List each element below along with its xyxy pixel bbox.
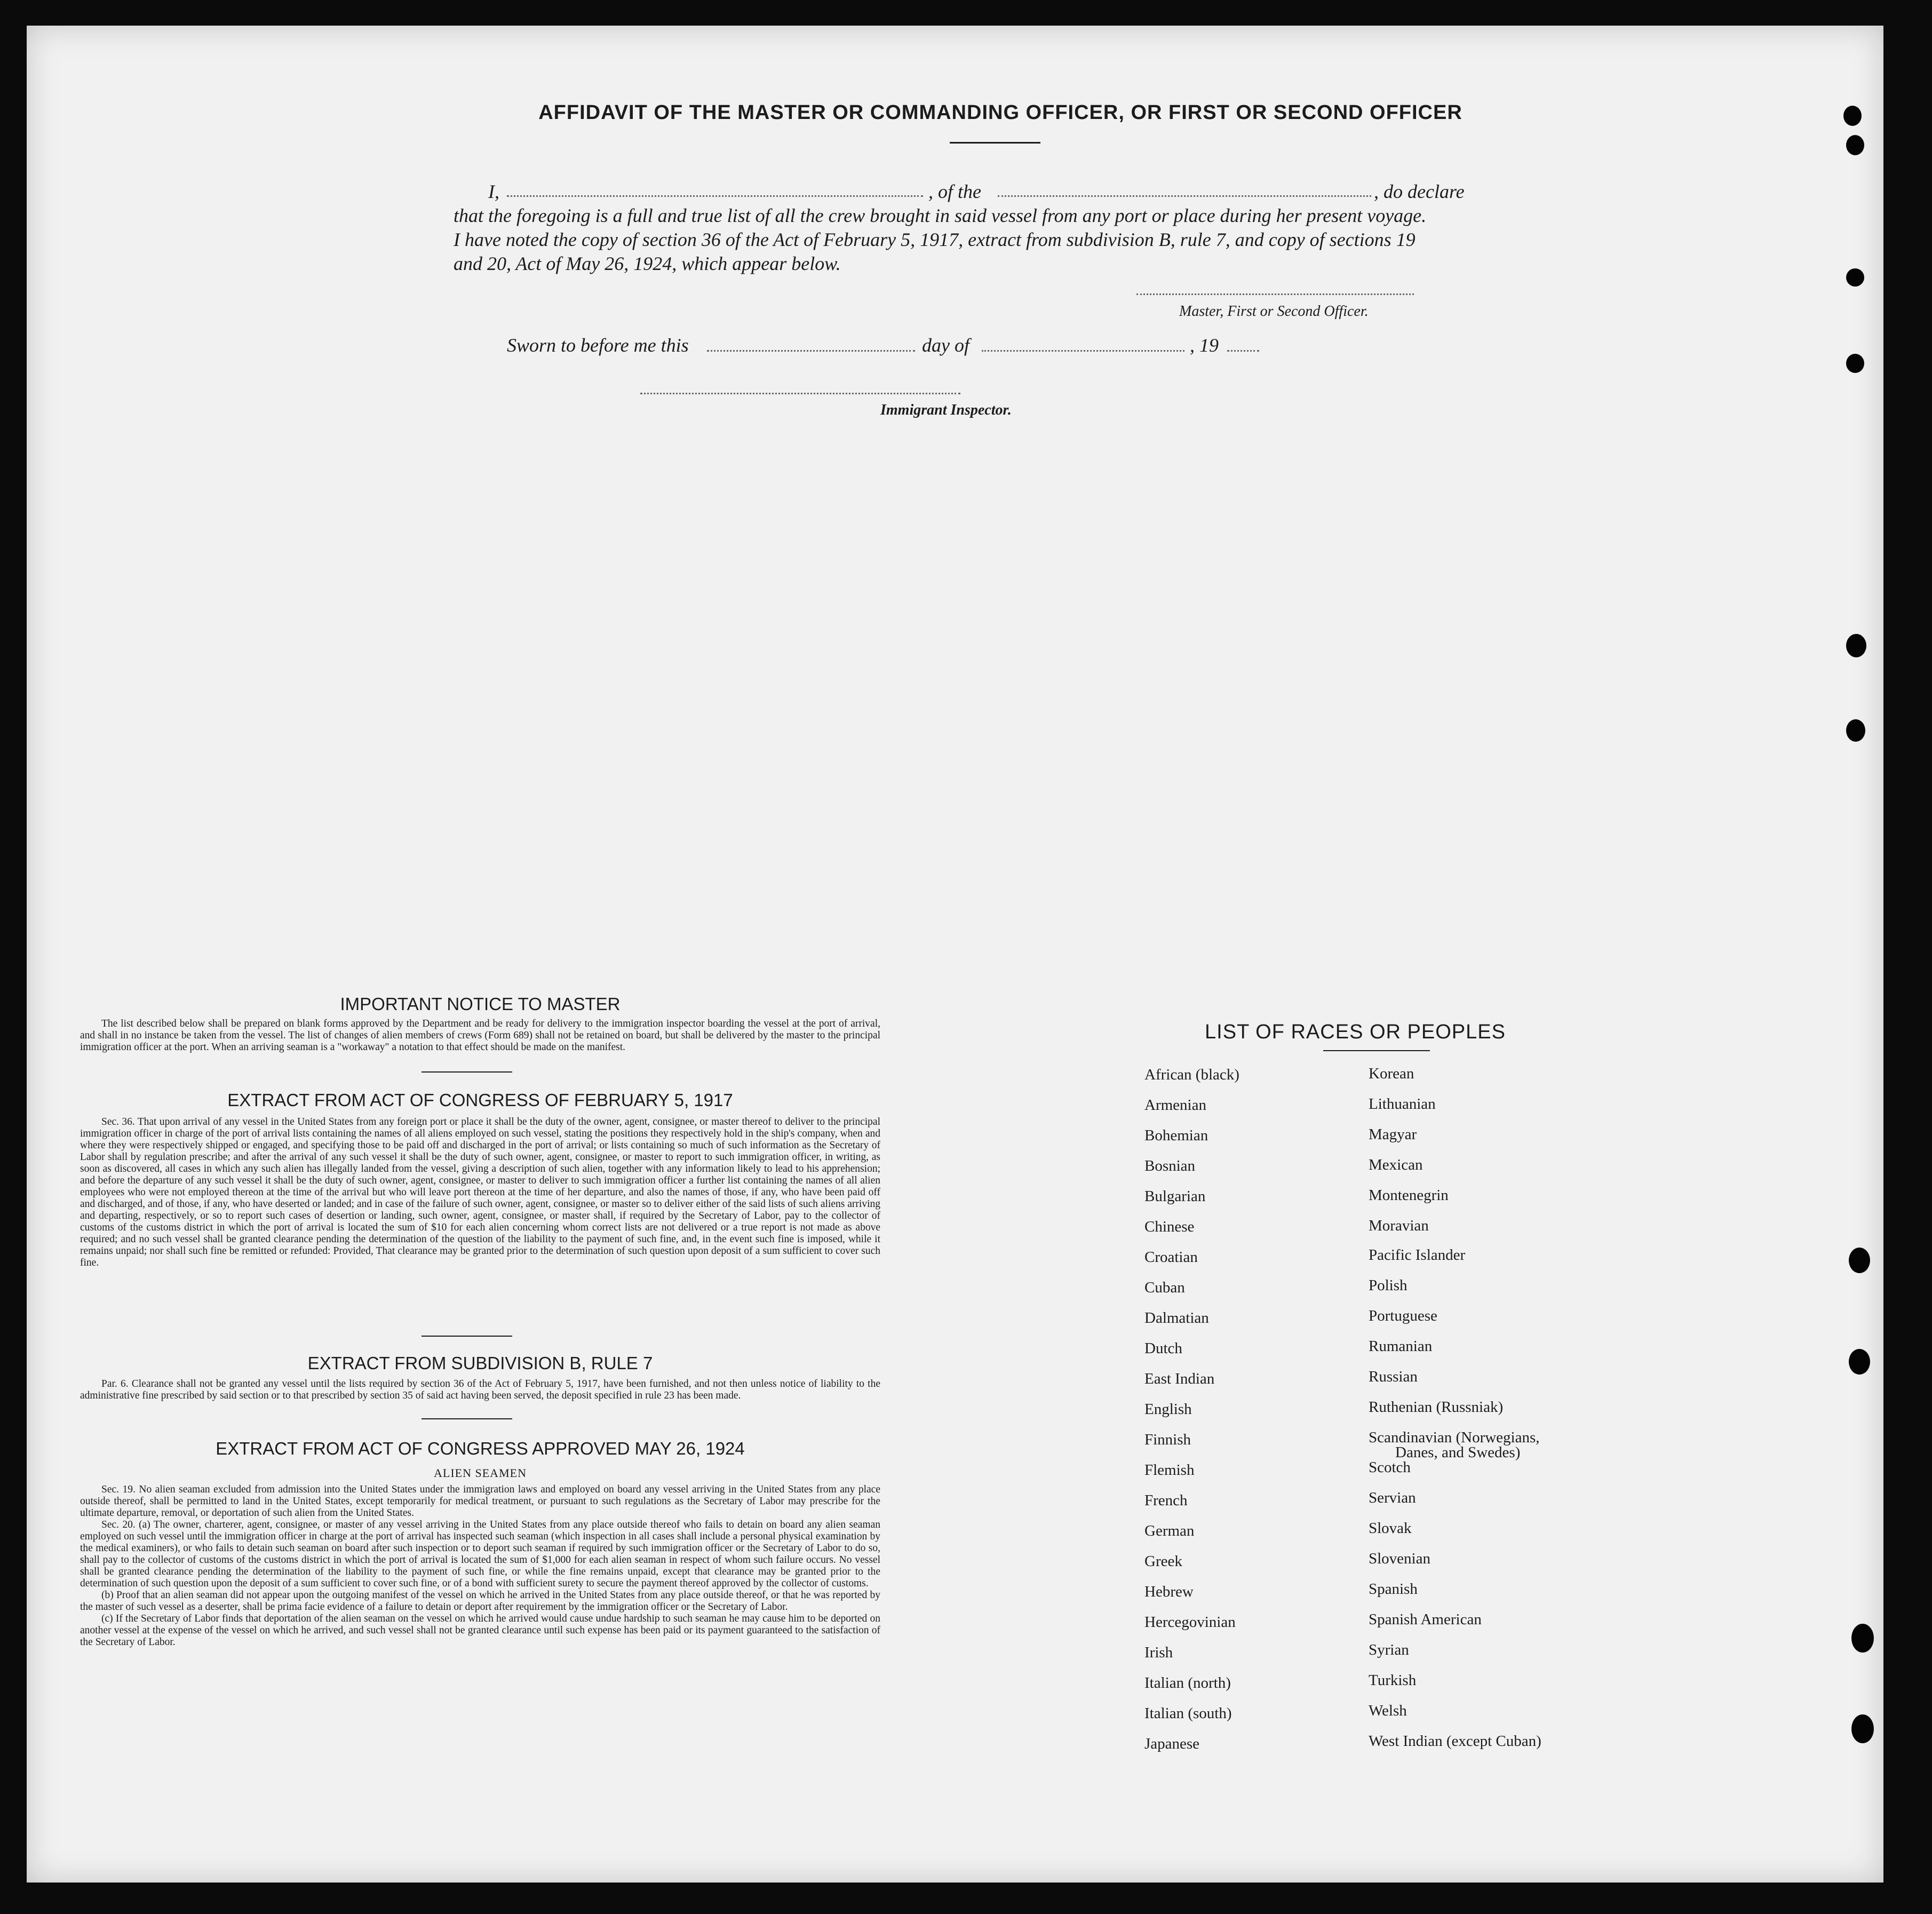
extract-rule7-title: EXTRACT FROM SUBDIVISION B, RULE 7 xyxy=(307,1353,653,1373)
race-item: Hebrew xyxy=(1144,1583,1194,1600)
race-item: Polish xyxy=(1369,1277,1408,1294)
notice-title: IMPORTANT NOTICE TO MASTER xyxy=(340,994,621,1014)
race-item: Japanese xyxy=(1144,1735,1200,1752)
race-item: Rumanian xyxy=(1369,1338,1433,1355)
race-item: Croatian xyxy=(1144,1249,1198,1266)
race-item: Lithuanian xyxy=(1369,1095,1436,1113)
affidavit-declare-label: , do declare xyxy=(1374,181,1465,202)
race-item: Chinese xyxy=(1144,1218,1195,1235)
notice-rule xyxy=(422,1071,512,1073)
races-title: LIST OF RACES OR PEOPLES xyxy=(1205,1021,1506,1043)
sec-20c-text: (c) If the Secretary of Labor finds that deportation of the alien seaman on the vessel on which he arrived would cause undue hardship to such seaman he may cause him to be deported on another vessel at the expense of the vessel on which he arrived, and such vessel shall not be granted clearance until such expense has been paid or its payment guaranteed to the satisfaction of the Secretary of Labor. xyxy=(80,1613,880,1648)
extract-1917-rule xyxy=(422,1336,512,1337)
race-item: Servian xyxy=(1369,1489,1416,1506)
punch-hole xyxy=(1851,1624,1874,1653)
affidavit-line-4: and 20, Act of May 26, 1924, which appear below. xyxy=(454,253,841,274)
extract-1924-body xyxy=(80,1484,880,1648)
extract-1917-text: Sec. 36. That upon arrival of any vessel in the United States from any foreign port or place it shall be the duty of the owner, agent, consignee, or master thereof to deliver to the principal immigration officer in charge of the port of arrival lists containing the names of all aliens employed on such vessel, stating the positions they respectively hold in the ship's company, when and where they were respectively shipped or engaged, and specifying those to be paid off and discharged in the port of arrival; or lists containing so much of such information as the Secretary of Labor shall by regulation prescribe; and after the arrival of any such vessel it shall be the duty of such owner, agent, consignee, or master to report to such immigration officer, in writing, as soon as discovered, all cases in which any such alien has illegally landed from the vessel, giving a description of such alien, together with any information likely to lead to his apprehension; and before the departure of any such vessel it shall be the duty of such owner, agent, consignee, or master to deliver to such immigration officer a further list containing the names of all alien employees who were not employed thereon at the time of the arrival but who will leave port thereon at the time of her departure, and also the names of those, if any, who have been paid off and discharged, and of those, if any, who have deserted or landed; and in case of the failure of such owner, agent, consignee, or master so to deliver either of the said lists of such aliens arriving and departing, respectively, or so to report such cases of desertion or landing, such owner, agent, consignee, or master shall, if required by the Secretary of Labor, pay to the collector of customs of the customs district in which the port of arrival is located the sum of $10 for each alien concerning whom correct lists are not delivered or a true report is not made as above required; and no such vessel shall be granted clearance pending the determination of the question of the liability to the payment of such fine, and, in the event such fine is imposed, while it remains unpaid; nor shall such fine be remitted or refunded: Provided, That clearance may be granted prior to the determination of such question upon deposit of a sum sufficient to cover such fine. xyxy=(80,1116,880,1268)
race-item: Italian (north) xyxy=(1144,1674,1231,1691)
extract-rule7-rule xyxy=(422,1418,512,1419)
affidavit-line-3: I have noted the copy of section 36 of the Act of February 5, 1917, extract from subdivision B, rule 7, and copy of sections 19 xyxy=(454,229,1416,250)
race-item: Syrian xyxy=(1369,1641,1409,1658)
race-item: Spanish American xyxy=(1369,1611,1482,1628)
punch-hole xyxy=(1846,719,1865,742)
race-item: Moravian xyxy=(1369,1217,1429,1234)
name-field[interactable] xyxy=(507,195,923,197)
race-item: Welsh xyxy=(1369,1702,1407,1719)
race-item: Scotch xyxy=(1369,1459,1411,1476)
punch-hole xyxy=(1846,354,1864,373)
punch-hole xyxy=(1849,1349,1870,1375)
race-item: French xyxy=(1144,1492,1188,1509)
race-item: Bohemian xyxy=(1144,1127,1209,1144)
race-item: Mexican xyxy=(1369,1156,1423,1173)
race-item: Spanish xyxy=(1369,1581,1418,1598)
sworn-month-field[interactable] xyxy=(982,350,1184,352)
race-item: Greek xyxy=(1144,1553,1182,1570)
race-item: Korean xyxy=(1369,1065,1414,1082)
sworn-day-field[interactable] xyxy=(707,350,915,352)
race-item: Dalmatian xyxy=(1144,1309,1209,1327)
race-item: Bosnian xyxy=(1144,1157,1196,1174)
inspector-signature-line[interactable] xyxy=(640,393,960,394)
punch-hole xyxy=(1846,634,1866,657)
punch-hole xyxy=(1846,135,1864,155)
race-item: English xyxy=(1144,1401,1192,1418)
race-item: Turkish xyxy=(1369,1672,1417,1689)
year-label: , 19 xyxy=(1190,335,1219,356)
race-item: Dutch xyxy=(1144,1340,1182,1357)
extract-rule7-text: Par. 6. Clearance shall not be granted any vessel until the lists required by section 36 of the Act of February 5, 1917, have been furnished, and not then unless notice of liability to the administrative fine prescribed by said section or to that prescribed by section 35 of said act having been served, the deposit specified in rule 23 has been made. xyxy=(80,1378,880,1401)
race-item: Ruthenian (Russniak) xyxy=(1369,1399,1504,1416)
inspector-caption: Immigrant Inspector. xyxy=(880,402,1012,418)
notice-text: The list described below shall be prepared on blank forms approved by the Department and be ready for delivery to the immigration inspector boarding the vessel at the port of arrival, and shall in no instance be taken from the vessel. The list of changes of alien members of crews (Form 689) shall not be retained on board, but shall be delivered by the master to the principal immigration officer at the port. When an arriving seaman is a "workaway" a notation to that effect should be made on the manifest. xyxy=(80,1018,880,1053)
race-item: African (black) xyxy=(1144,1066,1239,1083)
race-item: German xyxy=(1144,1522,1195,1539)
sworn-year-field[interactable] xyxy=(1227,350,1259,352)
punch-hole xyxy=(1846,268,1864,287)
race-item: Hercegovinian xyxy=(1144,1614,1236,1631)
race-item: Magyar xyxy=(1369,1126,1417,1143)
affidavit-line-2: that the foregoing is a full and true list of all the crew brought in said vessel from any port or place during her present voyage. xyxy=(454,205,1427,226)
race-item: West Indian (except Cuban) xyxy=(1369,1733,1541,1750)
race-item: Montenegrin xyxy=(1369,1187,1449,1204)
race-item: Cuban xyxy=(1144,1279,1185,1296)
race-item: East Indian xyxy=(1144,1370,1215,1387)
race-item: Irish xyxy=(1144,1644,1173,1661)
punch-hole xyxy=(1851,1714,1874,1743)
race-item: Italian (south) xyxy=(1144,1705,1232,1722)
signature-caption: Master, First or Second Officer. xyxy=(1179,303,1369,320)
race-item: Danes, and Swedes) xyxy=(1395,1444,1521,1461)
race-item: Russian xyxy=(1369,1368,1418,1385)
extract-1917-title: EXTRACT FROM ACT OF CONGRESS OF FEBRUARY 5, 1917 xyxy=(227,1090,733,1110)
affidavit-title: AFFIDAVIT OF THE MASTER OR COMMANDING OFFICER, OR FIRST OR SECOND OFFICER xyxy=(538,101,1462,124)
sec-20a-text: Sec. 20. (a) The owner, charterer, agent, consignee, or master of any vessel arriving in the United States from any place outside thereof who fails to detain on board any alien seaman employed on such vessel until the immigration officer in charge at the port of arrival has inspected such seaman (which inspection in all cases shall include a personal physical examination by the medical examiners), or who fails to detain such seaman on board after such inspection or to deport such seaman if required by such immigration officer or the Secretary of Labor to do so, shall pay to the collector of customs of the customs district in which the port of arrival is located the sum of $1,000 for each alien seaman in respect of whom such failure occurs. No vessel shall be granted clearance pending the determination of the liability to the payment of such fine, or while the fine remains unpaid, except that clearance may be granted prior to the determination of such question upon the deposit of a sum sufficient to cover such fine, or of a bond with sufficient surety to secure the payment thereof approved by the collector of customs. xyxy=(80,1519,880,1589)
alien-seamen-subtitle: ALIEN SEAMEN xyxy=(434,1466,527,1480)
sworn-label: Sworn to before me this xyxy=(507,335,689,356)
race-item: Scandinavian (Norwegians, xyxy=(1369,1429,1540,1446)
sec-20b-text: (b) Proof that an alien seaman did not appear upon the outgoing manifest of the vessel on which he arrived in the United States from any place outside thereof, or that he was reported by the master of such vessel as a deserter, shall be prima facie evidence of a failure to detain or deport after requirement by the immigration officer or the Secretary of Labor. xyxy=(80,1590,880,1613)
punch-hole xyxy=(1849,1248,1870,1273)
title-rule xyxy=(950,142,1040,144)
day-of-label: day of xyxy=(922,335,969,356)
extract-1924-title: EXTRACT FROM ACT OF CONGRESS APPROVED MAY 26, 1924 xyxy=(216,1439,745,1458)
races-rule xyxy=(1323,1050,1430,1051)
affidavit-i-label: I, xyxy=(488,181,499,202)
vessel-field[interactable] xyxy=(998,195,1371,197)
race-item: Armenian xyxy=(1144,1097,1206,1114)
sec-19-text: Sec. 19. No alien seaman excluded from admission into the United States under the immigration laws and employed on board any vessel arriving in the United States from any place outside thereof, shall be permitted to land in the United States, except temporarily for medical treatment, or pursuant to such regulations as the Secretary of Labor may prescribe for the ultimate departure, removal, or deportation of such alien from the United States. xyxy=(80,1484,880,1519)
race-item: Bulgarian xyxy=(1144,1188,1206,1205)
race-item: Slovak xyxy=(1369,1520,1412,1537)
punch-hole xyxy=(1843,106,1862,126)
race-item: Pacific Islander xyxy=(1369,1246,1466,1264)
race-item: Portuguese xyxy=(1369,1307,1437,1324)
signature-line[interactable] xyxy=(1136,293,1414,295)
race-item: Flemish xyxy=(1144,1462,1195,1479)
document-page xyxy=(27,26,1883,1883)
race-item: Finnish xyxy=(1144,1431,1191,1448)
race-item: Slovenian xyxy=(1369,1550,1430,1567)
affidavit-of-the-label: , of the xyxy=(928,181,981,202)
